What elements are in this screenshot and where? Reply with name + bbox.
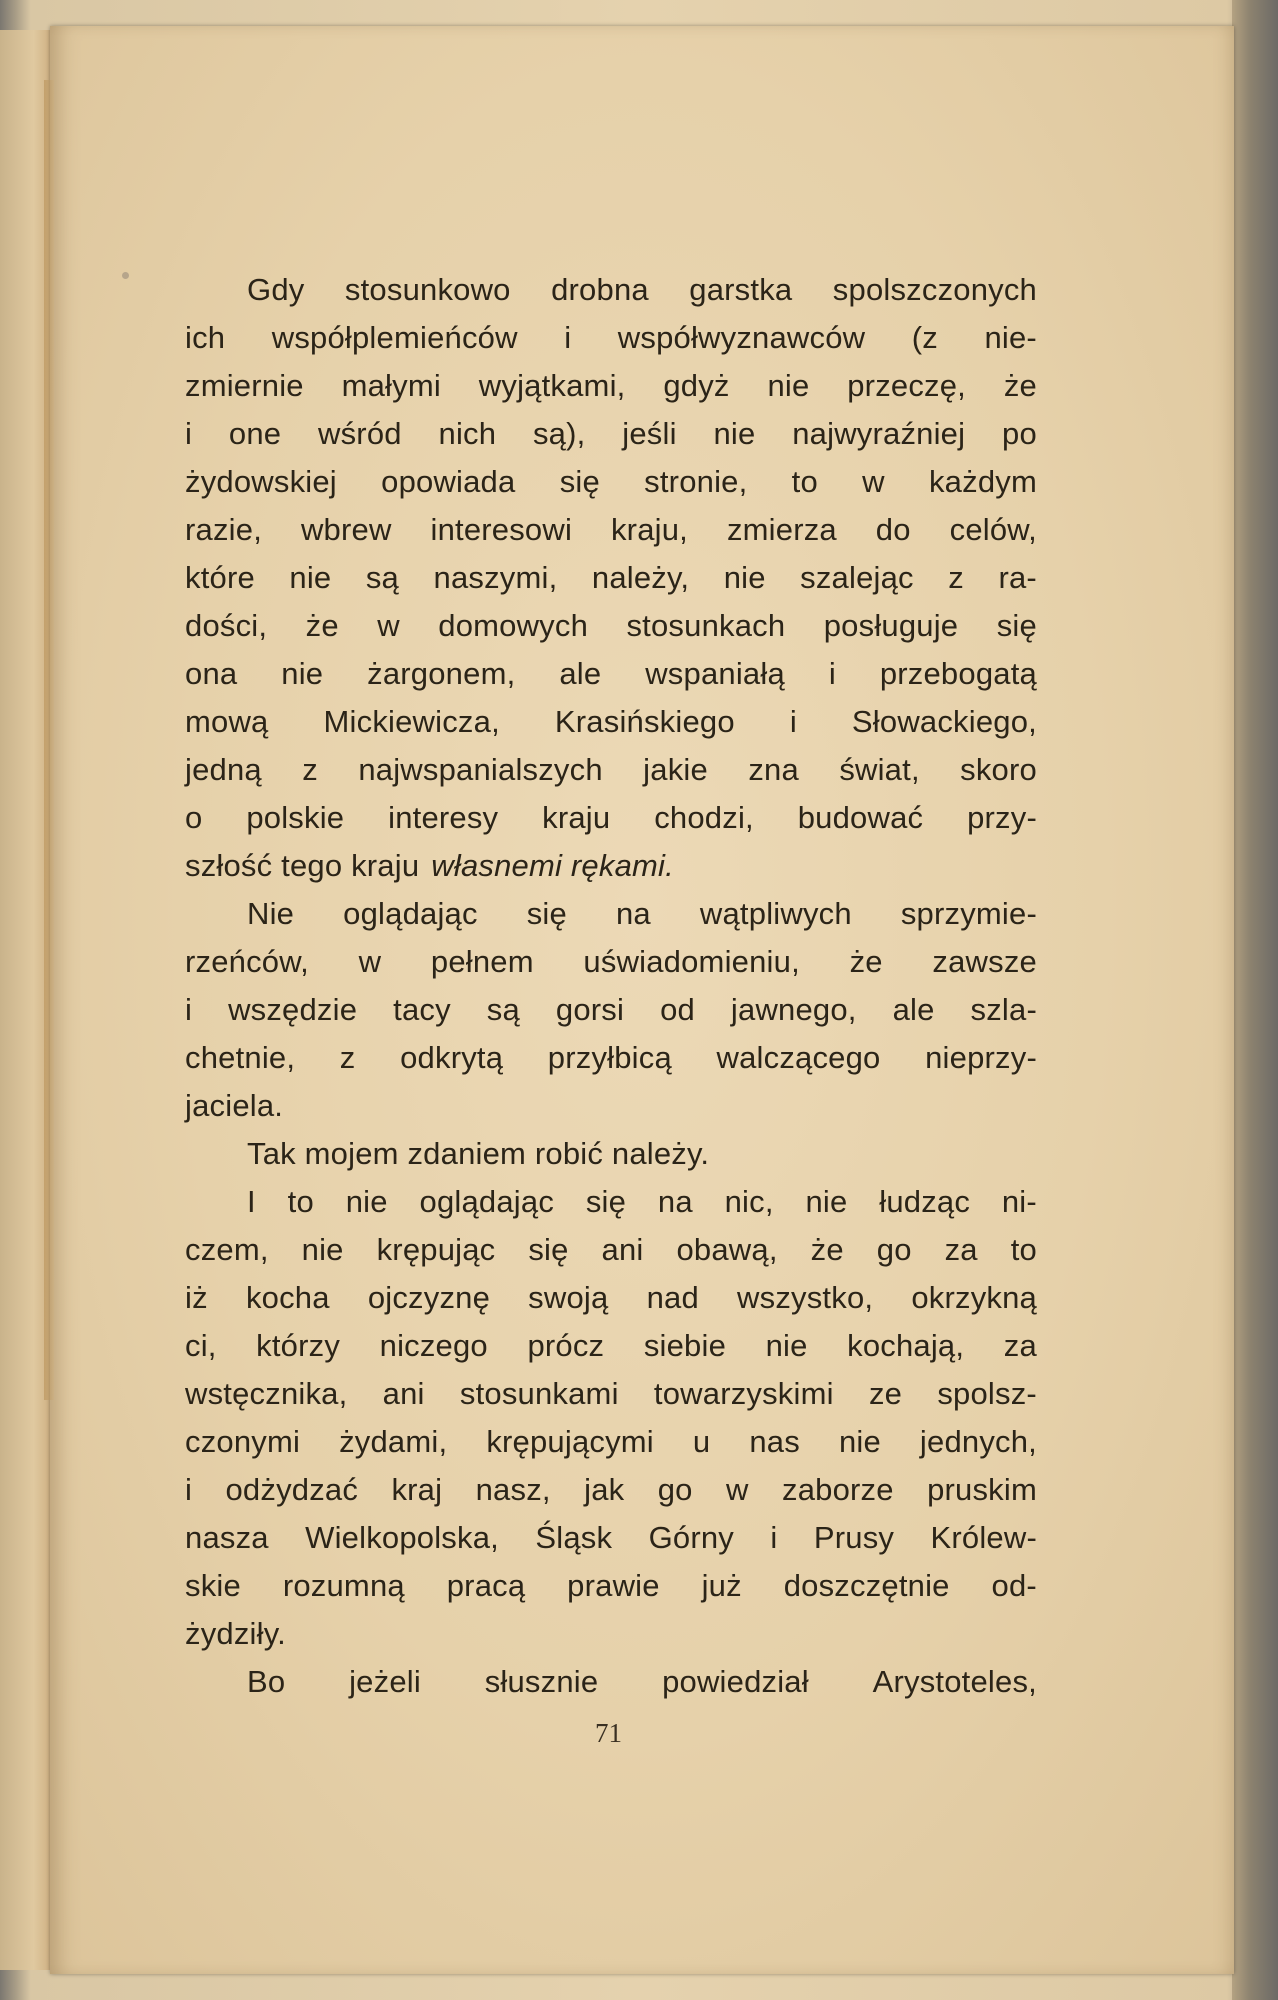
word: i (828, 656, 836, 691)
text-line-last (185, 1082, 1037, 1130)
word: kochają, (847, 1328, 965, 1363)
word: Krasińskiego (554, 704, 735, 739)
word: od (660, 992, 695, 1027)
word: nasza (185, 1520, 269, 1555)
word: Królew- (930, 1520, 1037, 1555)
word: sprzymie- (900, 896, 1037, 931)
word: interesy (388, 800, 499, 835)
word: prawie (567, 1568, 660, 1603)
word: ci, (185, 1328, 217, 1363)
word: współplemieńców (271, 320, 518, 355)
word: wszędzie (228, 992, 358, 1027)
word: jawnego, (730, 992, 857, 1027)
word: I (247, 1184, 256, 1219)
word: krępującymi (486, 1424, 654, 1459)
word: za (944, 1232, 978, 1267)
word: jeżeli (349, 1664, 421, 1699)
word: wspaniałą (645, 656, 785, 691)
word: się (585, 1184, 627, 1219)
word: i (185, 992, 193, 1027)
word: najwspanialszych (358, 752, 603, 787)
word: stosunkowo (344, 272, 511, 307)
word: o (185, 800, 203, 835)
word: stosunkami (459, 1376, 619, 1411)
word: szalejąc (800, 560, 914, 595)
word: że (305, 608, 339, 643)
word: go (657, 1472, 693, 1507)
word: interesowi (430, 512, 573, 547)
word: jak (584, 1472, 625, 1507)
word: doszczętnie (783, 1568, 950, 1603)
word: ni- (1001, 1184, 1037, 1219)
word: nie (289, 560, 332, 595)
word: siebie (643, 1328, 727, 1363)
word: i (770, 1520, 778, 1555)
word: ze (868, 1376, 903, 1411)
word: rozumną (282, 1568, 405, 1603)
word: żargonem, (367, 656, 516, 691)
word: gdyż (663, 368, 730, 403)
word: kraj (391, 1472, 443, 1507)
line-text: szłość tego kraju (185, 848, 420, 883)
word: stosunkach (626, 608, 786, 643)
line-text: jaciela. (185, 1088, 284, 1123)
word: na (615, 896, 651, 931)
italic-emphasis: własnemi rękami. (431, 848, 674, 883)
word: Górny (648, 1520, 734, 1555)
line-text: Tak mojem zdaniem robić należy. (247, 1136, 710, 1171)
text-line (185, 362, 1037, 410)
word: drobna (551, 272, 649, 307)
word: szla- (970, 992, 1037, 1027)
word: nie (805, 1184, 848, 1219)
word: zmiernie (185, 368, 304, 403)
word: nieprzy- (925, 1040, 1037, 1075)
word: Prusy (813, 1520, 895, 1555)
word: garstka (689, 272, 793, 307)
word: są (486, 992, 520, 1027)
text-line-last (185, 1130, 1037, 1178)
word: się (528, 1232, 569, 1267)
word: jedną (185, 752, 262, 787)
word: jeśli (622, 416, 677, 451)
page-number: 71 (595, 1718, 622, 1748)
word: ale (892, 992, 935, 1027)
word: i (185, 416, 193, 451)
spine-binding-tape (44, 80, 54, 1400)
text-line (185, 890, 1037, 938)
word: którzy (256, 1328, 341, 1363)
word: okrzykną (911, 1280, 1037, 1315)
word: przyłbicą (547, 1040, 672, 1075)
word: odżydzać (225, 1472, 359, 1507)
word: z (948, 560, 964, 595)
text-line (185, 602, 1037, 650)
word: nie (713, 416, 756, 451)
word: tacy (393, 992, 451, 1027)
word: w (377, 608, 400, 643)
word: celów, (949, 512, 1037, 547)
text-line (185, 650, 1037, 698)
paper-speck (122, 272, 129, 279)
text-line (185, 1658, 1037, 1706)
word: łudząc (879, 1184, 971, 1219)
word: się (996, 608, 1037, 643)
word: po (1002, 416, 1037, 451)
word: kocha (245, 1280, 330, 1315)
word: Słowackiego, (851, 704, 1037, 739)
word: dości, (185, 608, 268, 643)
word: (z (911, 320, 938, 355)
word: odkrytą (400, 1040, 504, 1075)
word: u (692, 1424, 711, 1459)
word: ani (601, 1232, 644, 1267)
text-line (185, 1322, 1037, 1370)
text-line-last (185, 1610, 1037, 1658)
word: od- (991, 1568, 1037, 1603)
text-line (185, 1562, 1037, 1610)
word: pruskim (927, 1472, 1037, 1507)
word: że (1003, 368, 1037, 403)
word: ojczyznę (367, 1280, 491, 1315)
word: pełnem (430, 944, 534, 979)
text-line-last (185, 842, 1037, 890)
word: wbrew (300, 512, 392, 547)
word: oglądając (419, 1184, 555, 1219)
word: na (657, 1184, 693, 1219)
word: należy, (591, 560, 690, 595)
word: prócz (527, 1328, 605, 1363)
word: czonymi (185, 1424, 301, 1459)
word: wyjątkami, (478, 368, 626, 403)
word: krępując (376, 1232, 496, 1267)
text-line (185, 1466, 1037, 1514)
word: świat, (839, 752, 920, 787)
word: skoro (960, 752, 1037, 787)
word: go (876, 1232, 912, 1267)
word: to (791, 464, 818, 499)
word: niczego (379, 1328, 488, 1363)
text-line (185, 458, 1037, 506)
book-edge-right (1232, 0, 1278, 2000)
word: żydami, (339, 1424, 448, 1459)
text-line (185, 1274, 1037, 1322)
word: budować (797, 800, 924, 835)
word: kraju (542, 800, 611, 835)
word: to (1010, 1232, 1037, 1267)
word: naszymi, (433, 560, 558, 595)
word: że (849, 944, 883, 979)
word: powiedział (662, 1664, 809, 1699)
word: gorsi (555, 992, 625, 1027)
word: nie- (984, 320, 1037, 355)
word: czem, (185, 1232, 269, 1267)
word: posługuje (823, 608, 959, 643)
word: ra- (998, 560, 1037, 595)
word: Mickiewicza, (323, 704, 500, 739)
word: ani (382, 1376, 425, 1411)
word: to (287, 1184, 314, 1219)
word: wśród (318, 416, 402, 451)
word: mową (185, 704, 269, 739)
word: się (559, 464, 600, 499)
word: nie (838, 1424, 881, 1459)
word: chetnie, (185, 1040, 296, 1075)
word: wstęcznika, (185, 1376, 348, 1411)
word: spolszczonych (832, 272, 1037, 307)
text-line (185, 314, 1037, 362)
text-line (185, 506, 1037, 554)
text-line (185, 1034, 1037, 1082)
word: obawą, (676, 1232, 778, 1267)
word: i (185, 1472, 193, 1507)
word: skie (185, 1568, 241, 1603)
word: Nie (247, 896, 295, 931)
word: w (726, 1472, 749, 1507)
word: nie (767, 368, 810, 403)
word: w (358, 944, 382, 979)
word: są), (532, 416, 586, 451)
line-text: żydziły. (185, 1616, 286, 1651)
word: razie, (185, 512, 263, 547)
word: małymi (341, 368, 441, 403)
word: z (302, 752, 318, 787)
word: Śląsk (535, 1520, 613, 1555)
word: z (339, 1040, 356, 1075)
word: Wielkopolska, (305, 1520, 499, 1555)
word: nie (765, 1328, 808, 1363)
word: są (365, 560, 400, 595)
word: nie (723, 560, 766, 595)
word: swoją (528, 1280, 609, 1315)
word: Bo (247, 1664, 286, 1699)
word: i (564, 320, 572, 355)
word: przeczę, (847, 368, 966, 403)
word: zawsze (932, 944, 1037, 979)
word: każdym (928, 464, 1037, 499)
word: zmierza (726, 512, 837, 547)
word: i (789, 704, 797, 739)
word: jakie (643, 752, 708, 787)
word: za (1003, 1328, 1037, 1363)
word: iż (185, 1280, 208, 1315)
word: towarzyskimi (653, 1376, 834, 1411)
word: jednych, (919, 1424, 1037, 1459)
word: nich (438, 416, 497, 451)
word: w (862, 464, 885, 499)
word: walczącego (716, 1040, 881, 1075)
text-line (185, 746, 1037, 794)
word: nie (345, 1184, 388, 1219)
text-line (185, 698, 1037, 746)
text-line (185, 1370, 1037, 1418)
word: zaborze (782, 1472, 894, 1507)
text-line (185, 266, 1037, 314)
word: oglądając (343, 896, 478, 931)
word: ich (185, 320, 226, 355)
word: nic, (724, 1184, 774, 1219)
word: przy- (967, 800, 1037, 835)
word: nie (301, 1232, 344, 1267)
word: do (875, 512, 911, 547)
word: wszystko, (737, 1280, 874, 1315)
text-line (185, 986, 1037, 1034)
word: słusznie (484, 1664, 599, 1699)
word: nas (749, 1424, 800, 1459)
word: pracą (446, 1568, 526, 1603)
body-text (185, 266, 1037, 1706)
word: już (701, 1568, 742, 1603)
word: spolsz- (937, 1376, 1037, 1411)
text-line (185, 554, 1037, 602)
word: ona (185, 656, 238, 691)
word: chodzi, (654, 800, 754, 835)
text-line (185, 1418, 1037, 1466)
word: że (810, 1232, 844, 1267)
text-line (185, 1178, 1037, 1226)
word: one (228, 416, 282, 451)
word: domowych (438, 608, 589, 643)
word: Arystoteles, (872, 1664, 1037, 1699)
word: przebogatą (879, 656, 1037, 691)
word: opowiada (381, 464, 516, 499)
word: nad (646, 1280, 699, 1315)
text-line (185, 1514, 1037, 1562)
word: rzeńców, (185, 944, 309, 979)
word: zna (748, 752, 799, 787)
word: nasz, (475, 1472, 551, 1507)
word: żydowskiej (185, 464, 337, 499)
text-line (185, 1226, 1037, 1274)
word: które (185, 560, 255, 595)
word: Gdy (247, 272, 305, 307)
word: współwyznawców (617, 320, 866, 355)
word: ale (559, 656, 602, 691)
text-line (185, 938, 1037, 986)
word: nie (281, 656, 324, 691)
word: najwyraźniej (792, 416, 966, 451)
text-line (185, 410, 1037, 458)
word: się (526, 896, 567, 931)
word: stronie, (644, 464, 748, 499)
text-line (185, 794, 1037, 842)
word: kraju, (610, 512, 688, 547)
word: wątpliwych (699, 896, 852, 931)
word: uświadomieniu, (583, 944, 800, 979)
word: polskie (246, 800, 345, 835)
